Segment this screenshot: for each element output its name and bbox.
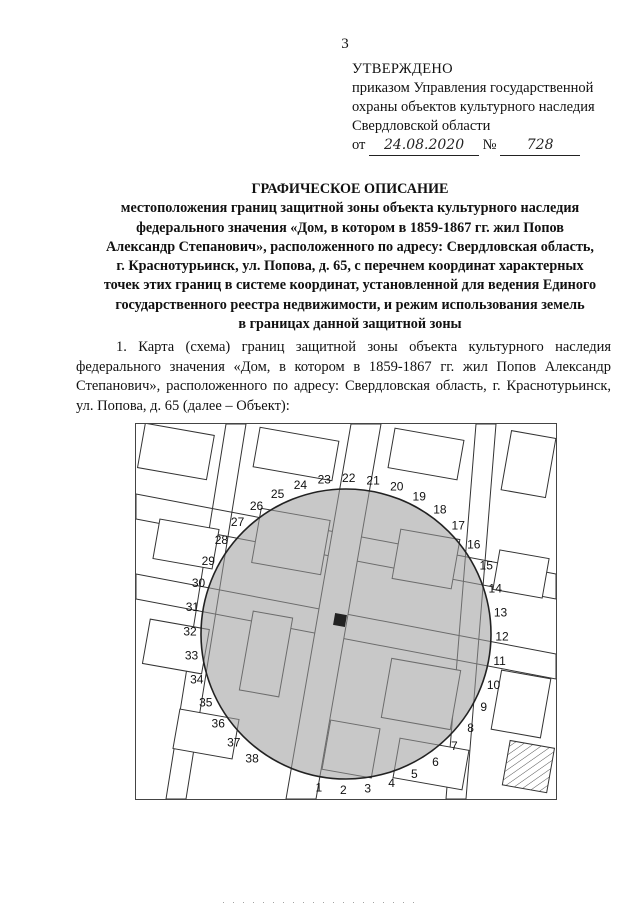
page-number: 3	[341, 36, 349, 52]
boundary-point-label: 9	[480, 700, 488, 715]
approval-date-line	[352, 136, 595, 156]
date-value: 24.08.2020	[369, 136, 479, 156]
heritage-object-marker	[333, 613, 347, 627]
approval-line: Свердловской области	[352, 118, 491, 134]
number-value: 728	[500, 136, 580, 156]
boundary-point-label: 11	[493, 654, 506, 669]
boundary-point-label: 34	[190, 672, 204, 687]
approval-stamp	[352, 60, 595, 156]
approval-line: приказом Управления государственной	[352, 80, 594, 96]
boundary-point-label: 5	[411, 767, 418, 782]
boundary-point-label: 26	[249, 499, 264, 514]
boundary-point-label: 2	[339, 783, 347, 797]
boundary-point-label: 23	[317, 472, 331, 487]
boundary-point-label: 27	[230, 514, 245, 529]
boundary-point-label: 36	[211, 716, 225, 731]
approval-line: охраны объектов культурного наследия	[352, 99, 595, 115]
boundary-point-label: 13	[493, 605, 508, 620]
boundary-point-label: 19	[412, 489, 426, 504]
title-line: федерального значения «Дом, в котором в 1859-1867 гг. жил Попов	[136, 219, 564, 236]
paragraph-map-intro: 1. Карта (схема) границ защитной зоны объекта культурного наследия федерального значения «Дом, в котором в 1859-1867 гг. жил Попов Александр Степанович», расположенного по адресу: Свердловская область, г. Краснотурьинск, ул. Попова, д. 65 (далее – Объект):	[76, 339, 611, 414]
body-text	[76, 338, 611, 416]
boundary-point-label: 37	[227, 735, 241, 750]
boundary-point-label: 10	[486, 677, 501, 692]
document-title	[70, 180, 630, 334]
boundary-point-label: 17	[451, 518, 465, 533]
boundary-point-label: 6	[432, 754, 439, 769]
boundary-point-label: 18	[433, 502, 447, 517]
boundary-point-label: 33	[184, 648, 199, 663]
boundary-point-label: 29	[201, 553, 215, 568]
boundary-point-label: 21	[366, 473, 380, 488]
boundary-point-label: 28	[214, 533, 229, 548]
boundary-point-label: 31	[185, 599, 200, 614]
boundary-point-label: 38	[245, 751, 259, 766]
footer-dots: . . . . . . . . . . . . . . . . . . . .	[222, 896, 418, 905]
boundary-point-label: 30	[191, 576, 206, 591]
title-line: Александр Степанович», расположенного по адресу: Свердловская область,	[106, 238, 594, 255]
boundary-point-label: 14	[488, 581, 502, 596]
boundary-point-label: 15	[479, 558, 493, 573]
title-heading: ГРАФИЧЕСКОЕ ОПИСАНИЕ	[251, 181, 449, 197]
boundary-point-label: 16	[467, 537, 481, 552]
map-canvas	[136, 424, 556, 799]
boundary-point-label: 35	[199, 695, 213, 710]
boundary-point-label: 25	[270, 486, 285, 501]
boundary-point-label: 12	[495, 629, 509, 644]
boundary-point-label: 7	[451, 739, 458, 754]
boundary-point-label: 3	[364, 781, 372, 796]
protection-zone-map	[135, 423, 557, 800]
boundary-point-label: 1	[315, 780, 323, 795]
title-line: государственного реестра недвижимости, и режим использования земель	[115, 296, 585, 313]
number-prefix: №	[482, 137, 497, 153]
boundary-point-label: 24	[293, 477, 308, 492]
date-prefix: от	[352, 137, 366, 153]
title-line: в границах данной защитной зоны	[238, 316, 462, 333]
boundary-point-label: 32	[183, 624, 197, 639]
approval-heading: УТВЕРЖДЕНО	[352, 61, 453, 77]
boundary-point-label: 8	[467, 720, 474, 735]
boundary-point-label: 20	[390, 479, 404, 494]
title-line: г. Краснотурьинск, ул. Попова, д. 65, с перечнем координат характерных	[116, 258, 584, 275]
title-line: местоположения границ защитной зоны объекта культурного наследия	[120, 200, 580, 217]
boundary-point-label: 4	[388, 776, 395, 791]
boundary-point-label: 22	[342, 471, 356, 485]
title-line: точек этих границ в системе координат, установленной для ведения Единого	[103, 277, 597, 294]
